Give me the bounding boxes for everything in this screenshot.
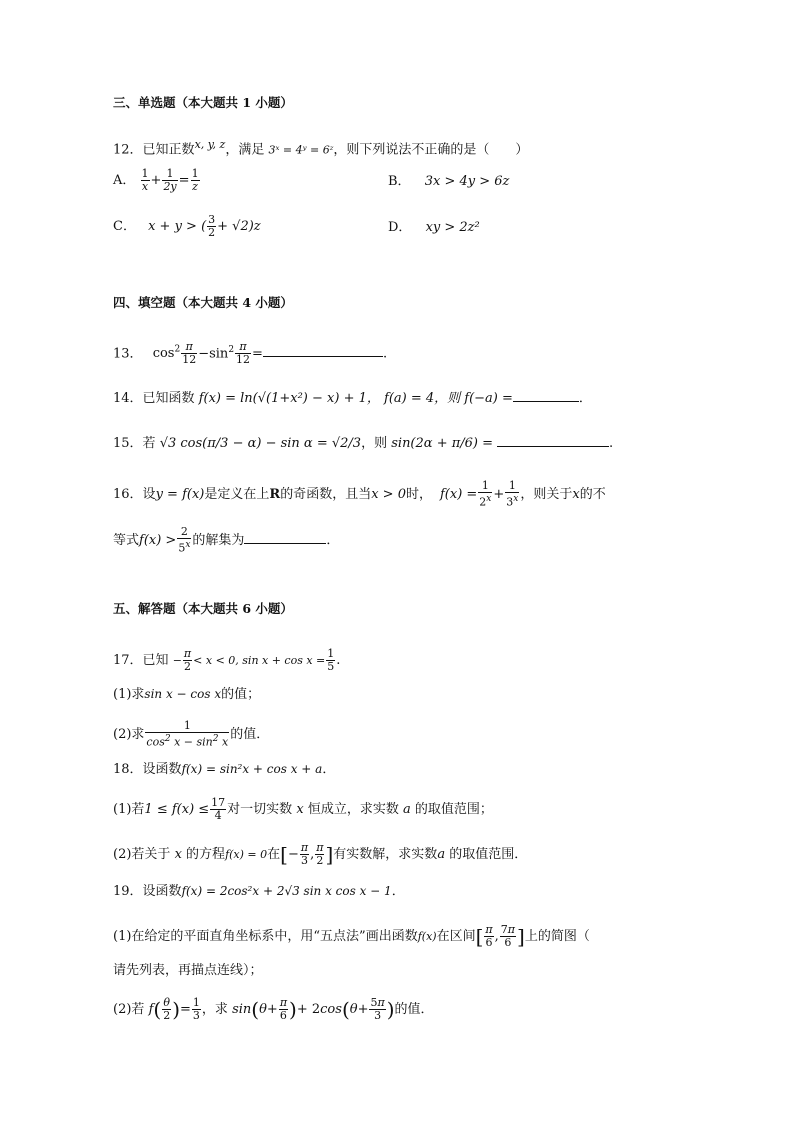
fraction: $\frac{1}{3^x}$ [506, 479, 519, 509]
fraction: $\frac{1}{\cos^2 x - \sin^2 x}$ [146, 719, 229, 749]
question-text: 的值； [221, 687, 261, 702]
question-number: 16． [113, 486, 143, 502]
option-d [388, 218, 480, 238]
variables: x, y, z [194, 138, 226, 151]
fraction: $\frac{1}{2^x}$ [479, 479, 492, 509]
function-expr: y = f(x) [155, 486, 205, 502]
variable: x [296, 802, 304, 817]
question-18-part-2: (2)若关于 x 的方程f(x) = 0在[− $\frac{\pi}{3}$ , $\frac{\pi}{2}$ ]有实数解，求实数a 的取值范围． [113, 841, 528, 867]
condition-expr: f(a) = 4，则 f(−a) = [384, 391, 513, 406]
question-text: 恒成立，求实数 [307, 802, 399, 817]
fraction: $\frac{\pi}{6}$ [485, 923, 493, 949]
question-text: 的奇函数，且当 [280, 486, 372, 502]
function-expr: f(x) = sin²x + cos x + a [181, 762, 323, 776]
answer-blank [497, 432, 609, 447]
question-number: 19． [113, 884, 143, 899]
condition-expr: √3 cos(π/3 − α) − sin α = √2/3 [159, 436, 362, 451]
fraction: $\frac{\theta}{2}$ [163, 996, 171, 1022]
equation-expr: f(x) = 0 [225, 848, 268, 861]
answer-blank [513, 387, 579, 402]
fraction: $\frac{\pi}{6}$ [279, 996, 288, 1022]
part-label: (2)若 [113, 1002, 145, 1017]
variable: a [437, 847, 446, 862]
variable: x [174, 847, 182, 862]
inequality-expr: f(x) > [139, 532, 177, 548]
punctuation: ． [322, 762, 336, 777]
question-text: ，则 [361, 436, 388, 451]
question-text: ，则下列说法不正确的是（ ） [333, 142, 529, 158]
fraction: $\frac{\pi}{3}$ [300, 841, 309, 867]
ask-expr: sin(2α + π/6) = [391, 436, 494, 451]
section-title-single-choice: 三、单选题（本大题共 1 小题） [113, 95, 293, 110]
fraction: $\frac{17}{4}$ [211, 796, 226, 822]
question-19-part-2: (2)若 f( $\frac{\theta}{2}$ )= $\frac{1}{3}$ ，求 sin(θ+ $\frac{\pi}{6}$ )+ 2cos(θ+ $\frac{5\pi}{3}$ )的值． [113, 996, 434, 1022]
fraction: $\frac{1}{3}$ [192, 996, 200, 1022]
option-expr: xy > 2z² [425, 220, 480, 235]
fraction: $\frac{1}{x}$ [141, 167, 149, 193]
option-label: C． [113, 219, 136, 234]
option-b [388, 172, 509, 192]
question-text: ，求 [201, 1002, 228, 1017]
expr: sin x − cos x [144, 687, 222, 701]
fraction: $\frac{1}{5}$ [327, 647, 335, 673]
question-text: 的解集为 [192, 532, 245, 548]
part-label: (2)求 [113, 726, 145, 742]
question-text: 在区间 [436, 929, 476, 944]
question-text: 时， [405, 486, 432, 502]
fraction: $\frac{\pi}{12}$ [182, 340, 197, 367]
question-text: 的不 [579, 486, 606, 502]
option-expr: x + y > ( [148, 219, 207, 234]
function-expr: f(x) = 2cos²x + 2√3 sin x cos x − 1 [181, 884, 392, 898]
question-text: 是定义在上 [204, 486, 270, 502]
question-text: 对一切实数 [227, 802, 293, 817]
question-13: 13． $\cos^2$ $\frac{\pi}{12}$ $-\sin^2$ $\frac{\pi}{12}$ = . [113, 340, 388, 367]
option-label: B． [388, 174, 411, 189]
question-text: 设函数 [142, 762, 182, 777]
question-number: 13． [113, 346, 143, 362]
option-expr: + √2)z [217, 219, 261, 234]
option-c [113, 214, 261, 239]
section-title-answer: 五、解答题（本大题共 6 小题） [113, 601, 293, 616]
section-title-fill-blank: 四、填空题（本大题共 4 小题） [113, 295, 293, 310]
question-18-part-1 [113, 797, 493, 822]
question-number: 17． [113, 653, 143, 668]
function-expr: f(x) = ln(√(1+x²) − x) + 1， [198, 391, 380, 406]
question-16-line-2 [113, 526, 339, 555]
condition-expr: x > 0 [371, 486, 406, 502]
part-label: (1)若 [113, 802, 145, 817]
question-17-part-1 [113, 684, 260, 705]
question-text: 已知正数 [142, 142, 195, 158]
question-text: 的值． [394, 1002, 434, 1017]
question-19 [113, 881, 405, 902]
inequality-expr: 1 ≤ f(x) ≤ [144, 802, 210, 817]
question-text: 上的简图（ [524, 929, 590, 944]
set-symbol: R [269, 486, 281, 502]
fraction: $\frac{\pi}{12}$ [236, 340, 251, 367]
answer-blank [263, 342, 383, 357]
option-label: A． [113, 173, 136, 188]
question-number: 12． [113, 142, 143, 158]
question-12 [113, 135, 528, 160]
question-text: 已知函数 [142, 391, 195, 406]
condition-expr: 3ˣ = 4ʸ = 6ᶻ [268, 143, 334, 157]
variable: x [572, 486, 580, 502]
question-19-part-1-line-1: (1)在给定的平面直角坐标系中，用“五点法”画出函数f(x)在区间[ $\frac{\pi}{6}$ , $\frac{7\pi}{6}$ ]上的简图（ [113, 923, 590, 949]
question-text: 设函数 [142, 884, 182, 899]
fraction: $\frac{1}{2y}$ [163, 167, 177, 193]
variable: a [402, 802, 411, 817]
punctuation: ． [391, 884, 405, 899]
question-text: 在 [267, 847, 281, 862]
fraction: $\frac{\pi}{2}$ [183, 647, 192, 673]
question-text: 的取值范围． [449, 847, 528, 862]
question-text: 等式 [113, 532, 140, 548]
option-label: D． [388, 220, 412, 235]
punctuation: ． [578, 391, 592, 406]
question-text: 的方程 [186, 847, 226, 862]
question-text: 若 [142, 436, 156, 451]
question-17: 17．已知 − $\frac{\pi}{2}$ < x < 0, sin x + cos x = $\frac{1}{5}$ . [113, 647, 341, 673]
question-15: 15．若 √3 cos(π/3 − α) − sin α = √2/3，则 sin(2α + π/6) = . [113, 432, 613, 454]
question-number: 18． [113, 762, 143, 777]
option-expr: 3x > 4y > 6z [424, 174, 510, 189]
question-text: 的取值范围； [414, 802, 493, 817]
fraction: $\frac{1}{z}$ [191, 167, 199, 193]
question-text: ，满足 [225, 142, 265, 158]
question-text: 有实数解，求实数 [333, 847, 438, 862]
question-text: 设 [142, 486, 156, 502]
question-text: 已知 [142, 653, 169, 668]
fraction: $\frac{3}{2}$ [208, 213, 216, 239]
question-16-line-1: 16．设y = f(x)是定义在上R的奇函数，且当x > 0时， f(x) = $\frac{1}{2^x}$ + $\frac{1}{3^x}$ ，则关于x的不 [113, 479, 606, 509]
question-19-part-1-line-2: 请先列表，再描点连线）； [113, 963, 263, 978]
question-17-part-2 [113, 720, 269, 749]
question-text: 的值． [230, 726, 270, 742]
function-expr: f(x) = [439, 486, 478, 502]
question-18 [113, 759, 335, 780]
answer-blank [244, 529, 326, 544]
question-number: 14． [113, 391, 143, 406]
punctuation: ． [326, 532, 340, 548]
question-14 [113, 387, 592, 409]
function-expr: f(x) [417, 930, 437, 943]
question-number: 15． [113, 436, 143, 451]
fraction: $\frac{5\pi}{3}$ [370, 996, 385, 1022]
option-a: A． $\frac{1}{x}$ + $\frac{1}{2y}$ = $\frac{1}{z}$ [113, 167, 199, 193]
part-label: (1)在给定的平面直角坐标系中，用“五点法”画出函数 [113, 929, 418, 944]
fraction: $\frac{7\pi}{6}$ [500, 923, 516, 949]
part-label: (1)求 [113, 687, 145, 702]
fraction: $\frac{2}{5^x}$ [178, 525, 191, 555]
fraction: $\frac{\pi}{2}$ [316, 841, 324, 867]
part-label: (2)若关于 [113, 847, 171, 862]
equals-sign: = [252, 346, 263, 362]
question-text: ，则关于 [520, 486, 573, 502]
